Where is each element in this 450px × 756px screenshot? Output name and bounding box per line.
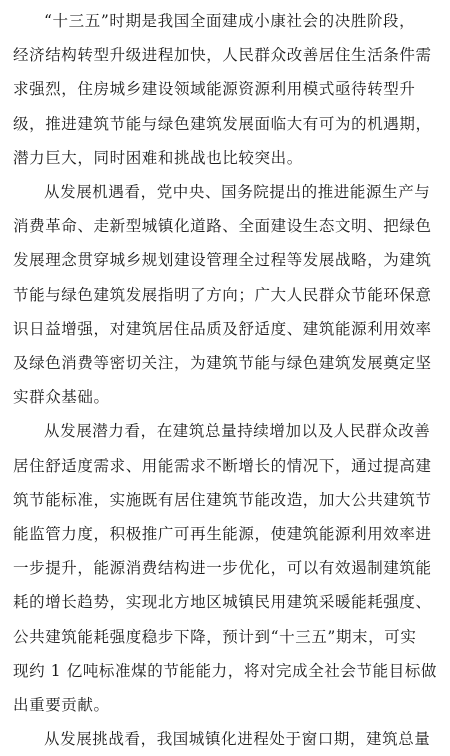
text-line: “十三五”时期是我国全面建成小康社会的决胜阶段， <box>44 12 416 30</box>
paragraph-challenges-opportunities <box>13 4 438 175</box>
text-line: 从发展潜力看，在建筑总量持续增加以及人民群众改善 <box>44 422 431 441</box>
text-line: 级，推进建筑节能与绿色建筑发展面临大有可为的机遇期， <box>13 114 432 133</box>
text-line: 从发展挑战看，我国城镇化进程处于窗口期，建筑总量 <box>44 730 431 749</box>
text-line: 求强烈，住房城乡建设领域能源资源利用模式亟待转型升 <box>13 80 416 99</box>
text-line: 现约 1 亿吨标准煤的节能能力，将对完成全社会节能目标做 <box>13 661 438 680</box>
text-line: 消费革命、走新型城镇化道路、全面建设生态文明、把绿色 <box>13 217 432 236</box>
text-line: 出重要贡献。 <box>13 696 110 715</box>
text-line: 节能与绿色建筑发展指明了方向；广大人民群众节能环保意 <box>13 285 432 304</box>
paragraph-development-potential <box>13 414 438 722</box>
text-line: 从发展机遇看，党中央、国务院提出的推进能源生产与 <box>44 183 431 202</box>
text-line: 及绿色消费等密切关注，为建筑节能与绿色建筑发展奠定坚 <box>13 354 432 373</box>
text-line: 潜力巨大，同时困难和挑战也比较突出。 <box>13 148 303 167</box>
text-line: 经济结构转型升级进程加快，人民群众改善居住生活条件需 <box>13 46 432 65</box>
text-line: 耗的增长趋势，实现北方地区城镇民用建筑采暖能耗强度、 <box>13 593 432 612</box>
text-line: 识日益增强，对建筑居住品质及舒适度、建筑能源利用效率 <box>13 319 432 338</box>
paragraph-development-opportunities <box>13 175 438 414</box>
text-line: 公共建筑能耗强度稳步下降，预计到“十三五”期末，可实 <box>13 627 417 646</box>
text-line: 实群众基础。 <box>13 388 110 407</box>
text-line: 筑节能标准，实施既有居住建筑节能改造，加大公共建筑节 <box>13 490 432 509</box>
text-line: 一步提升，能源消费结构进一步优化，可以有效遏制建筑能 <box>13 559 432 578</box>
text-line: 能监管力度，积极推广可再生能源，使建筑能源利用效率进 <box>13 525 432 544</box>
paragraph-development-challenges <box>13 722 438 756</box>
text-line: 发展理念贯穿城乡规划建设管理全过程等发展战略，为建筑 <box>13 251 432 270</box>
text-line: 居住舒适度需求、用能需求不断增长的情况下，通过提高建 <box>13 456 432 475</box>
